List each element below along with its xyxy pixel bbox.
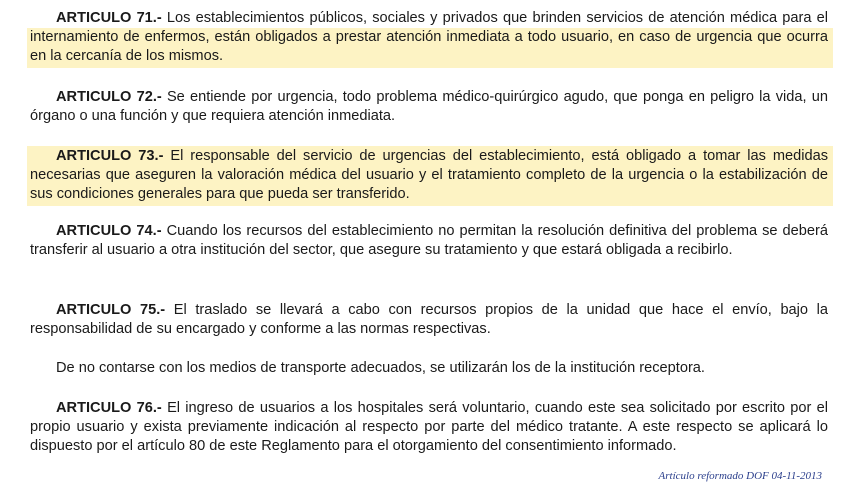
article-74-text: Cuando los recursos del establecimiento no permitan la resolución definitiva del problema se deberá transferir al usuario a otra institución del sector, que asegure su tratamiento y que estará obligada a recibirlo. [30, 223, 828, 258]
transport-paragraph: De no contarse con los medios de transporte adecuados, se utilizarán los de la institución receptora. [56, 360, 705, 376]
article-71-heading: ARTICULO 71.- [56, 10, 162, 26]
article-73-text: El responsable del servicio de urgencias del establecimiento, está obligado a tomar las medidas necesarias que aseguren la valoración médica del usuario y el tratamiento completo de la urgencia o la estabilización de sus condiciones generales para que pueda ser transferido. [30, 148, 829, 202]
reform-footnote: Artículo reformado DOF 04-11-2013 [658, 470, 822, 482]
article-74 [30, 222, 828, 260]
article-72 [30, 88, 828, 126]
article-76-text: El ingreso de usuarios a los hospitales será voluntario, cuando este sea solicitado por escrito por el propio usuario y exista previamente indicación al respecto por parte del médico tratante. A este respecto se aplicará lo dispuesto por el artículo 80 de este Reglamento para el otorgamiento del consentimiento informado. [30, 400, 829, 454]
article-72-heading: ARTICULO 72.- [56, 89, 162, 105]
article-75-text: El traslado se llevará a cabo con recursos propios de la unidad que hace el envío, bajo la responsabilidad de su encargado y conforme a las normas respectivas. [30, 302, 829, 337]
article-73 [30, 147, 828, 204]
article-75-heading: ARTICULO 75.- [56, 302, 166, 318]
article-71 [30, 9, 828, 66]
article-72-text: Se entiende por urgencia, todo problema médico-quirúrgico agudo, que ponga en peligro la vida, un órgano o una función y que requiera atención inmediata. [30, 89, 828, 124]
article-75 [30, 301, 828, 339]
article-76 [30, 399, 828, 456]
article-73-heading: ARTICULO 73.- [56, 148, 164, 164]
article-74-heading: ARTICULO 74.- [56, 223, 162, 239]
article-76-heading: ARTICULO 76.- [56, 400, 162, 416]
article-71-text: Los establecimientos públicos, sociales y privados que brinden servicios de atención médica para el internamiento de enfermos, están obligados a prestar atención inmediata a todo usuario, en caso de urgencia que ocurra en la cercanía de los mismos. [30, 10, 829, 64]
